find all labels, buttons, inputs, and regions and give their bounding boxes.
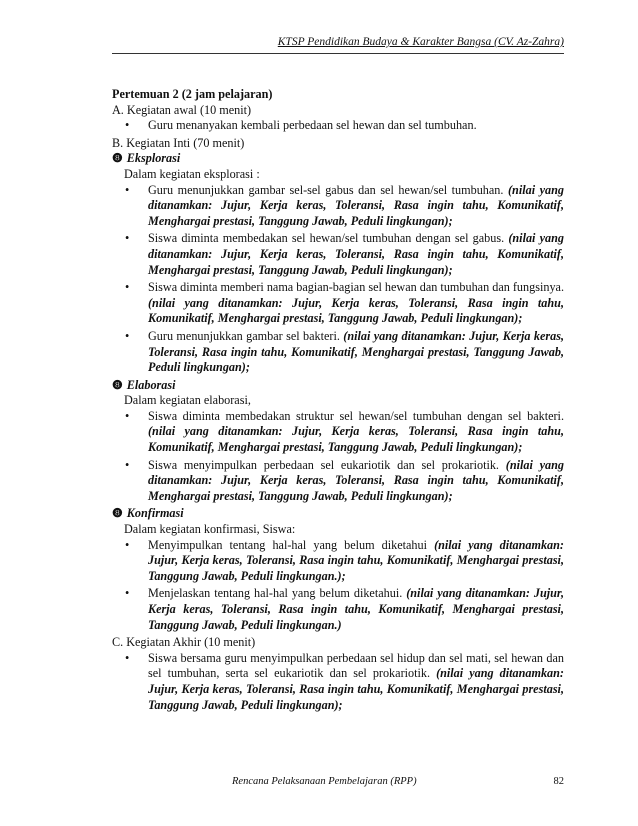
item-text: Menjelaskan tentang hal-hal yang belum diketahui. <box>148 586 403 601</box>
item-values: (nilai yang ditanamkan: Jujur, Kerja keras, Toleransi, Rasa ingin tahu, Komunikatif, Menghargai prestasi, Tanggung Jawab, Peduli lingkungan); <box>148 457 565 503</box>
list-item <box>112 280 564 327</box>
bullet-icon: • <box>125 231 130 246</box>
item-values: (nilai yang ditanamkan: Jujur, Kerja keras, Toleransi, Rasa ingin tahu, Komunikatif, Menghargai prestasi, Tanggung Jawab, Peduli lingkungan); <box>148 295 564 326</box>
eksplorasi-title: Eksplorasi <box>126 151 181 166</box>
bullet-icon: • <box>125 537 130 552</box>
list-item <box>112 538 564 585</box>
elaborasi-list <box>112 409 564 505</box>
eksplorasi-list <box>112 183 564 376</box>
header-rule <box>112 53 564 54</box>
eksplorasi-lead: Dalam kegiatan eksplorasi : <box>124 166 260 181</box>
item-values: (nilai yang ditanamkan: Jujur, Kerja keras, Toleransi, Rasa ingin tahu, Komunikatif, Menghargai prestasi, Tanggung Jawab, Peduli lingkungan); <box>148 666 564 712</box>
item-text: Siswa bersama guru menyimpulkan perbedaan sel hidup dan sel mati, sel hewan dan sel tumbuhan, serta sel eukariotik dan sel prokariotik. <box>148 650 564 681</box>
section-a-list <box>112 118 564 134</box>
item-values: (nilai yang ditanamkan: Jujur, Kerja keras, Toleransi, Rasa ingin tahu, Komunikatif, Menghargai prestasi, Tanggung Jawab, Peduli lingkungan.) <box>148 586 565 632</box>
list-item <box>112 586 564 633</box>
numbered-circle-icon: ❽ <box>112 506 123 521</box>
section-b-heading: B. Kegiatan Inti (70 menit) <box>112 135 245 150</box>
item-text: Siswa diminta membedakan struktur sel hewan/sel tumbuhan dengan sel bakteri. <box>148 408 564 423</box>
numbered-circle-icon: ❽ <box>112 151 123 166</box>
bullet-icon: • <box>125 650 130 665</box>
bullet-icon: • <box>125 328 130 343</box>
list-item <box>112 651 564 713</box>
numbered-circle-icon: ❽ <box>112 377 123 392</box>
item-values: (nilai yang ditanamkan: Jujur, Kerja keras, Toleransi, Rasa ingin tahu, Komunikatif, Menghargai prestasi, Tanggung Jawab, Peduli lingkungan); <box>148 328 565 375</box>
section-a-heading: A. Kegiatan awal (10 menit) <box>112 102 252 117</box>
item-values: (nilai yang ditanamkan: Jujur, Kerja keras, Toleransi, Rasa ingin tahu, Komunikatif, Menghargai prestasi, Tanggung Jawab, Peduli lingkungan); <box>148 231 565 277</box>
item-text: Guru menanyakan kembali perbedaan sel hewan dan sel tumbuhan. <box>148 118 477 133</box>
konfirmasi-heading <box>112 506 564 522</box>
item-text: Guru menunjukkan gambar sel-sel gabus dan sel hewan/sel tumbuhan. <box>148 182 504 197</box>
bullet-icon: • <box>125 280 130 295</box>
konfirmasi-lead: Dalam kegiatan konfirmasi, Siswa: <box>124 522 296 537</box>
page-number: 82 <box>553 776 564 787</box>
item-values: (nilai yang ditanamkan: Jujur, Kerja keras, Toleransi, Rasa ingin tahu, Komunikatif, Menghargai prestasi, Tanggung Jawab, Peduli lingkungan.); <box>148 537 564 583</box>
list-item <box>112 409 564 456</box>
list-item <box>112 329 564 376</box>
item-text: Siswa menyimpulkan perbedaan sel eukariotik dan sel prokariotik. <box>148 457 499 472</box>
section-c-list <box>112 651 564 713</box>
item-values: (nilai yang ditanamkan: Jujur, Kerja keras, Toleransi, Rasa ingin tahu, Komunikatif, Menghargai prestasi, Tanggung Jawab, Peduli lingkungan); <box>148 424 564 455</box>
bullet-icon: • <box>125 408 130 423</box>
section-c-heading: C. Kegiatan Akhir (10 menit) <box>112 635 256 650</box>
item-values: (nilai yang ditanamkan: Jujur, Kerja keras, Toleransi, Rasa ingin tahu, Komunikatif, Menghargai prestasi, Tanggung Jawab, Peduli lingkungan); <box>148 182 564 228</box>
list-item <box>112 231 564 278</box>
elaborasi-heading <box>112 378 564 394</box>
page-header-title: KTSP Pendidikan Budaya & Karakter Bangsa (CV. Az-Zahra) <box>277 36 564 48</box>
item-text: Menyimpulkan tentang hal-hal yang belum diketahui <box>148 537 427 552</box>
document-body <box>112 87 564 715</box>
bullet-icon: • <box>125 457 130 472</box>
bullet-icon: • <box>125 182 130 197</box>
eksplorasi-heading <box>112 151 564 167</box>
list-item <box>112 118 564 134</box>
list-item <box>112 183 564 230</box>
elaborasi-lead: Dalam kegiatan elaborasi, <box>124 393 251 408</box>
item-text: Guru menunjukkan gambar sel bakteri. <box>148 328 340 343</box>
bullet-icon: • <box>125 118 130 133</box>
item-text: Siswa diminta memberi nama bagian-bagian sel hewan dan tumbuhan dan fungsinya. <box>148 280 564 295</box>
item-text: Siswa diminta membedakan sel hewan/sel tumbuhan dengan sel gabus. <box>148 231 505 246</box>
meeting-title: Pertemuan 2 (2 jam pelajaran) <box>112 87 273 101</box>
konfirmasi-title: Konfirmasi <box>126 506 184 521</box>
bullet-icon: • <box>125 586 130 601</box>
konfirmasi-list <box>112 538 564 634</box>
list-item <box>112 458 564 505</box>
elaborasi-title: Elaborasi <box>126 377 176 392</box>
footer-title: Rencana Pelaksanaan Pembelajaran (RPP) <box>232 776 417 787</box>
